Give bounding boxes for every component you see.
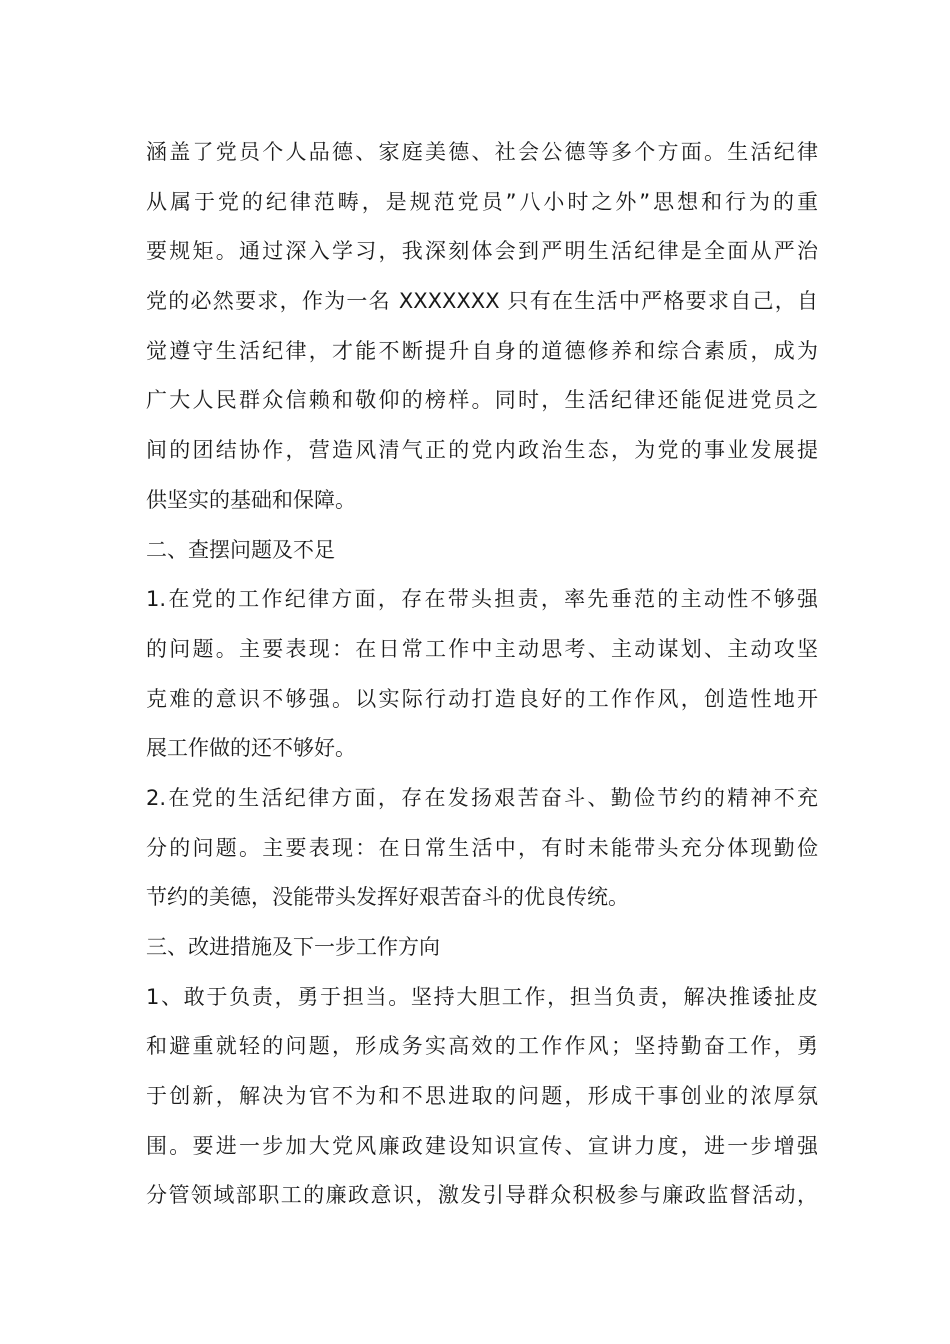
text-line: 从属于党的纪律范畴，是规范党员”八小时之外”思想和行为的重 xyxy=(146,189,818,214)
text-line: 供坚实的基础和保障。 xyxy=(146,487,356,512)
text-line: 节约的美德，没能带头发挥好艰苦奋斗的优良传统。 xyxy=(146,885,629,910)
text-line: 于创新，解决为官不为和不思进取的问题，形成干事创业的浓厚氛 xyxy=(146,1084,818,1109)
text-line: 广大人民群众信赖和敬仰的榜样。同时，生活纪律还能促进党员之 xyxy=(146,388,818,413)
text-line: 1.在党的工作纪律方面，存在带头担责，率先垂范的主动性不够强 xyxy=(146,587,818,612)
text-line: 分的问题。主要表现：在日常生活中，有时未能带头充分体现勤俭 xyxy=(146,835,818,860)
text-line: 二、查摆问题及不足 xyxy=(146,537,335,562)
text-line: 间的团结协作，营造风清气正的党内政治生态，为党的事业发展提 xyxy=(146,438,818,463)
text-line: 2.在党的生活纪律方面，存在发扬艰苦奋斗、勤俭节约的精神不充 xyxy=(146,785,818,810)
text-line: 要规矩。通过深入学习，我深刻体会到严明生活纪律是全面从严治 xyxy=(146,239,818,264)
text-line: 三、改进措施及下一步工作方向 xyxy=(146,935,440,959)
text-line: 党的必然要求，作为一名 XXXXXXX 只有在生活中严格要求自己，自 xyxy=(146,289,818,314)
text-line: 克难的意识不够强。以实际行动打造良好的工作作风，创造性地开 xyxy=(146,686,818,711)
text-line: 分管领域部职工的廉政意识，激发引导群众积极参与廉政监督活动， xyxy=(146,1183,818,1208)
text-line: 围。要进一步加大党风廉政建设知识宣传、宣讲力度，进一步增强 xyxy=(146,1133,818,1158)
text-line: 1、敢于负责，勇于担当。坚持大胆工作，担当负责，解决推诿扯皮 xyxy=(146,984,818,1009)
document-body xyxy=(146,128,818,1221)
text-line: 觉遵守生活纪律，才能不断提升自身的道德修养和综合素质，成为 xyxy=(146,338,818,363)
text-line: 展工作做的还不够好。 xyxy=(146,736,356,761)
text-line: 的问题。主要表现：在日常工作中主动思考、主动谋划、主动攻坚 xyxy=(146,636,818,661)
text-line: 和避重就轻的问题，形成务实高效的工作作风；坚持勤奋工作，勇 xyxy=(146,1034,818,1059)
text-line: 涵盖了党员个人品德、家庭美德、社会公德等多个方面。生活纪律 xyxy=(146,140,818,164)
